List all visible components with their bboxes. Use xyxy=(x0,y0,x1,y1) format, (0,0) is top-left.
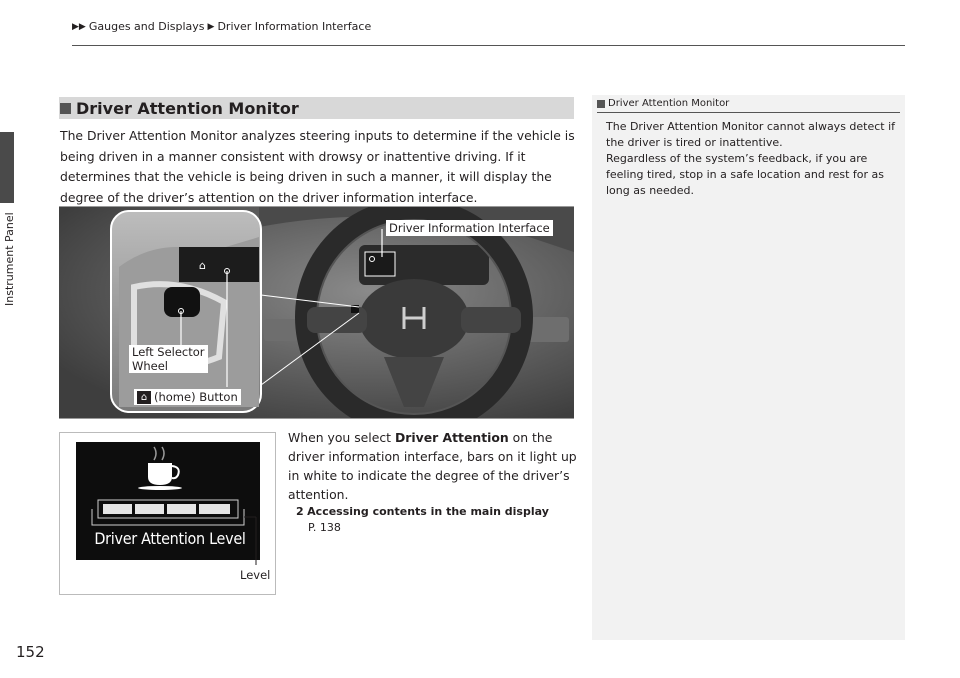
sidebar-rule xyxy=(597,112,900,113)
callout-wheel-line2: Wheel xyxy=(132,359,169,373)
sidebar-para-1: The Driver Attention Monitor cannot always detect if the driver is tired or inattentive. xyxy=(606,120,896,149)
chapter-tab xyxy=(0,132,14,203)
attention-level-figure xyxy=(59,432,276,595)
breadcrumb xyxy=(72,20,371,33)
xref-marker-icon: 2 xyxy=(296,505,304,518)
callout-wheel-line1: Left Selector xyxy=(132,345,205,359)
steering-wheel-figure xyxy=(59,206,574,419)
selection-text-after: on the driver information interface, bars on it light up in white to indicate the degree of the driver’s attention. xyxy=(288,430,577,502)
page-number: 152 xyxy=(16,643,45,661)
callout-dii: Driver Information Interface xyxy=(386,220,553,236)
home-icon: ⌂ xyxy=(137,391,151,404)
xref-text[interactable]: Accessing contents in the main display xyxy=(307,505,549,518)
chapter-label: Instrument Panel xyxy=(3,212,16,306)
display-title: Driver Attention Level xyxy=(94,529,246,548)
selection-text-bold: Driver Attention xyxy=(394,430,509,445)
callout-home-label: (home) Button xyxy=(154,390,238,404)
intro-paragraph: The Driver Attention Monitor analyzes steering inputs to determine if the vehicle is being driven in a manner consistent with drowsy or inattentive driving. If it determines that the vehicle is being driven in such a manner, it will display the degree of the driver’s attention on the driver information interface. xyxy=(60,128,575,205)
breadcrumb-item-dii[interactable]: Driver Information Interface xyxy=(217,20,372,33)
sidebar-heading xyxy=(597,98,729,109)
callout-home-button xyxy=(134,389,241,405)
sidebar-text xyxy=(606,119,896,199)
cross-reference[interactable] xyxy=(296,504,549,536)
note-icon xyxy=(597,100,605,108)
square-bullet-icon xyxy=(60,103,71,114)
section-header xyxy=(59,97,574,119)
arrow-icon: ▶ xyxy=(207,21,215,32)
section-title: Driver Attention Monitor xyxy=(76,98,299,118)
sidebar-note xyxy=(592,95,905,640)
steering-wheel-illustration xyxy=(59,207,574,418)
sidebar-para-2: Regardless of the system’s feedback, if you are feeling tired, stop in a safe location and rest for as long as needed. xyxy=(606,152,885,197)
selection-text-before: When you select xyxy=(288,430,395,445)
breadcrumb-item-gauges[interactable]: Gauges and Displays xyxy=(88,20,205,33)
sidebar-heading-text: Driver Attention Monitor xyxy=(608,98,730,109)
header-rule xyxy=(72,45,905,46)
callout-level: Level xyxy=(240,568,271,582)
double-arrow-icon: ▶▶ xyxy=(72,21,86,32)
selection-paragraph xyxy=(288,428,578,504)
xref-page[interactable]: P. 138 xyxy=(308,521,341,534)
callout-left-selector-wheel xyxy=(129,345,208,373)
svg-text:⌂: ⌂ xyxy=(199,259,206,272)
